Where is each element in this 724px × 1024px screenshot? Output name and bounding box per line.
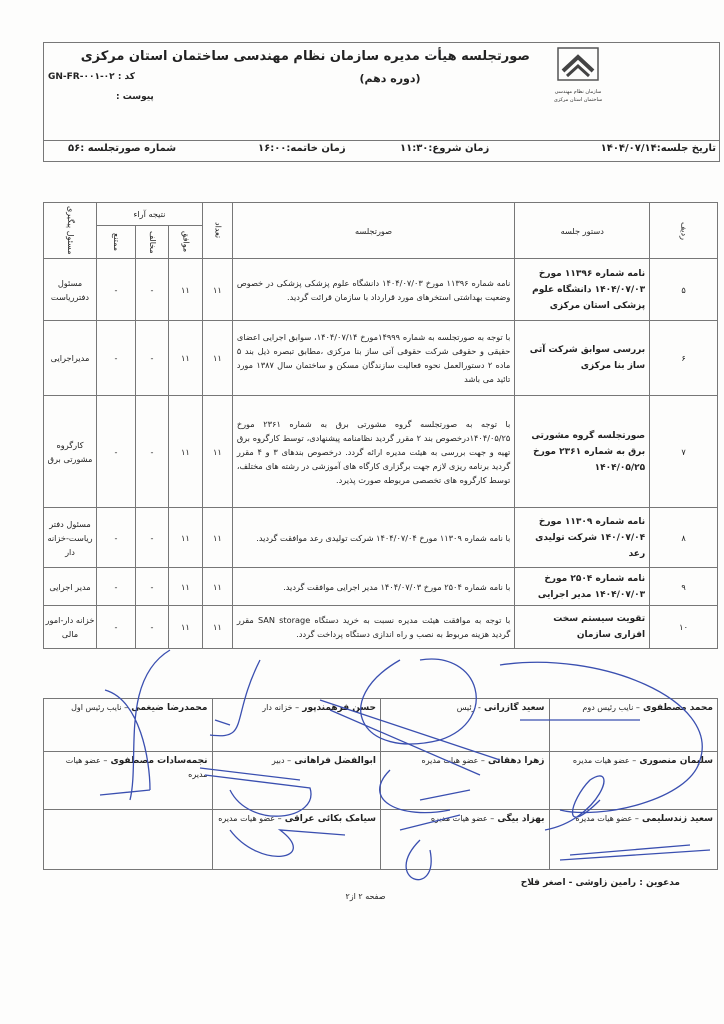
votes-oppose: - bbox=[135, 568, 168, 606]
votes-abstain: - bbox=[97, 568, 136, 606]
agenda-item: نامه شماره ۱۱۳۰۹ مورخ ۱۴۰/۰۷/۰۴ شرکت تولیدی رعد bbox=[515, 508, 650, 568]
signatory-role: – خزانه دار bbox=[262, 703, 300, 712]
signatory-role: – عضو هیات مدیره bbox=[65, 756, 208, 779]
minutes-text: با توجه به صورتجلسه گروه مشورتی برق به شماره ۲۳۶۱ مورخ ۱۴۰۴/۰۵/۲۵درخصوص بند ۲ مقرر گردید نظامنامه پیشنهادی، توسط کارگروه برق تهیه و جهت بررسی به هیئت مدیره ارائه گردد. درخصوص بندهای ۳ و ۴ مقرر گردید برنامه ریزی لازم جهت برگزاری کارگاه های آموزشی در رشته های مختلف، توسط کارگروه های تخصصی مربوطه صورت پذیرد. bbox=[232, 396, 515, 508]
votes-oppose: - bbox=[135, 606, 168, 649]
votes-oppose: - bbox=[135, 259, 168, 321]
signatory-name: زهرا دهقانی bbox=[488, 756, 545, 766]
signatory-name: حسن فرهمندپور bbox=[302, 703, 376, 713]
signature-cell bbox=[381, 699, 550, 752]
col-oppose: مخالف bbox=[135, 226, 168, 259]
signature-cell bbox=[549, 810, 718, 870]
code-label: کد : bbox=[117, 72, 135, 82]
votes-abstain: - bbox=[97, 396, 136, 508]
minutes-text: با نامه شماره ۱۱۳۰۹ مورخ ۱۴۰۴/۰۷/۰۴ شرکت تولیدی رعد موافقت گردید. bbox=[232, 508, 515, 568]
signatory-role: – نایب رئیس دوم bbox=[582, 703, 640, 712]
table-row bbox=[44, 321, 718, 396]
votes-abstain: - bbox=[97, 321, 136, 396]
signatory-name: بهزاد بیگی bbox=[497, 814, 545, 824]
signature-table bbox=[43, 698, 718, 870]
votes-abstain: - bbox=[97, 508, 136, 568]
signature-cell bbox=[44, 699, 213, 752]
row-number: ۶ bbox=[650, 321, 718, 396]
row-number: ۱۰ bbox=[650, 606, 718, 649]
signatory-name: سیامک بکائی عراقی bbox=[284, 814, 376, 824]
signatory-role: – نایب رئیس اول bbox=[71, 703, 129, 712]
signature-cell bbox=[381, 810, 550, 870]
period: (دوره دهم) bbox=[359, 72, 421, 85]
signature-row bbox=[44, 699, 718, 752]
table-row bbox=[44, 606, 718, 649]
votes-abstain: - bbox=[97, 606, 136, 649]
col-agenda: دستور جلسه bbox=[515, 203, 650, 259]
vote-count: ۱۱ bbox=[202, 606, 232, 649]
table-row bbox=[44, 568, 718, 606]
signatory-name: سعید گازرانی bbox=[484, 703, 545, 713]
votes-agree: ۱۱ bbox=[168, 259, 202, 321]
votes-agree: ۱۱ bbox=[168, 321, 202, 396]
divider bbox=[43, 140, 720, 141]
signature-row bbox=[44, 810, 718, 870]
responsible: خزانه دار-امور مالی bbox=[44, 606, 97, 649]
document-body bbox=[43, 202, 718, 901]
responsible: مدیر اجرایی bbox=[44, 568, 97, 606]
signatory-role: – عضو هیات مدیره bbox=[218, 814, 282, 823]
col-count: تعداد bbox=[202, 203, 232, 259]
minutes-text: با نامه شماره ۲۵۰۴ مورخ ۱۴۰۴/۰۷/۰۳ مدیر اجرایی موافقت گردید. bbox=[232, 568, 515, 606]
responsible: مدیراجرایی bbox=[44, 321, 97, 396]
minutes-text: با توجه به صورتجلسه به شماره ۱۴۹۹۹مورخ ۱۴۰۴/۰۷/۱۴، سوابق اجرایی اعضای حقیقی و حقوقی شرکت حقوقی آتی ساز بنا مرکزی ،مطابق تبصره ذیل بند ۵ ماده ۲ دستورالعمل نحوه فعالیت سازندگان مسکن و ساختمان سال ۱۳۸۷ مورد تائید می باشد bbox=[232, 321, 515, 396]
signature-cell bbox=[44, 752, 213, 810]
signatory-role: – عضو هیات مدیره bbox=[421, 756, 485, 765]
col-abstain: ممتنع bbox=[97, 226, 136, 259]
row-number: ۹ bbox=[650, 568, 718, 606]
organization-logo-icon bbox=[555, 45, 601, 85]
signatory-name: محمد مصطفوی bbox=[642, 703, 713, 713]
votes-oppose: - bbox=[135, 321, 168, 396]
agenda-item: صورتجلسه گروه مشورتی برق به شماره ۲۳۶۱ مورخ ۱۴۰۴/۰۵/۲۵ bbox=[515, 396, 650, 508]
responsible: کارگروه مشورتی برق bbox=[44, 396, 97, 508]
signature-cell bbox=[549, 699, 718, 752]
votes-oppose: - bbox=[135, 508, 168, 568]
minutes-text: با توجه به موافقت هیئت مدیره نسبت به خرید دستگاه SAN storage مقرر گردید هزینه مربوط به نصب و راه اندازی دستگاه پرداخت گردد. bbox=[232, 606, 515, 649]
signatory-name: ابوالفضل فراهانی bbox=[294, 756, 376, 766]
minutes-table bbox=[43, 202, 718, 649]
agenda-item: نامه شماره ۲۵۰۴ مورخ ۱۴۰۴/۰۷/۰۳ مدیر اجرایی bbox=[515, 568, 650, 606]
responsible: مسئول دفتر ریاست-خزانه دار bbox=[44, 508, 97, 568]
signature-cell bbox=[212, 752, 381, 810]
signatory-role: – عضو هیات مدیره bbox=[430, 814, 495, 823]
page-number: صفحه ۲ از۲ bbox=[345, 892, 386, 901]
votes-agree: ۱۱ bbox=[168, 606, 202, 649]
end-time: زمان خاتمه:۱۶:۰۰ bbox=[258, 143, 346, 154]
agenda-item: بررسی سوابق شرکت آتی ساز بنا مرکزی bbox=[515, 321, 650, 396]
signature-row bbox=[44, 752, 718, 810]
signature-cell bbox=[549, 752, 718, 810]
signatory-name: سلیمان منصوری bbox=[639, 756, 713, 766]
col-row: ردیف bbox=[650, 203, 718, 259]
code-value: GN-FR-۰۰۱-۰۲ bbox=[48, 72, 115, 82]
col-votes: نتیجه آراء bbox=[97, 203, 203, 226]
votes-agree: ۱۱ bbox=[168, 396, 202, 508]
minutes-text: نامه شماره ۱۱۳۹۶ مورخ ۱۴۰۴/۰۷/۰۳ دانشگاه علوم پزشکی پزشکی در خصوص وضعیت بهداشتی استخرهای مورد قرارداد با سازمان قرائت گردید. bbox=[232, 259, 515, 321]
signatory-name: نجمه‌سادات مصطفوی bbox=[110, 756, 208, 766]
vote-count: ۱۱ bbox=[202, 396, 232, 508]
row-number: ۷ bbox=[650, 396, 718, 508]
signatory-name: سعید زندسلیمی bbox=[641, 814, 713, 824]
table-row bbox=[44, 259, 718, 321]
vote-count: ۱۱ bbox=[202, 259, 232, 321]
signatory-name: محمدرضا ضیغمی bbox=[131, 703, 208, 713]
logo-text: سازمان نظام مهندسی ساختمان استان مرکزی bbox=[553, 89, 603, 103]
responsible: مسئول دفترریاست bbox=[44, 259, 97, 321]
signatory-role: – عضو هیات مدیره bbox=[575, 814, 639, 823]
row-number: ۵ bbox=[650, 259, 718, 321]
row-number: ۸ bbox=[650, 508, 718, 568]
signatory-role: – عضو هیات مدیره bbox=[572, 756, 637, 765]
attachment-label: پیوست : bbox=[116, 92, 154, 102]
vote-count: ۱۱ bbox=[202, 568, 232, 606]
vote-count: ۱۱ bbox=[202, 321, 232, 396]
invitees: مدعوین : رامین زاوشی - اصغر فلاح bbox=[520, 878, 680, 888]
table-row bbox=[44, 396, 718, 508]
signature-cell bbox=[44, 810, 213, 870]
signatory-role: – دبیر bbox=[271, 756, 292, 765]
votes-agree: ۱۱ bbox=[168, 508, 202, 568]
table-row bbox=[44, 508, 718, 568]
form-code bbox=[48, 72, 135, 82]
signature-cell bbox=[381, 752, 550, 810]
votes-oppose: - bbox=[135, 396, 168, 508]
agenda-item: نامه شماره ۱۱۳۹۶ مورخ ۱۴۰۴/۰۷/۰۳ دانشگاه علوم پزشکی استان مرکزی bbox=[515, 259, 650, 321]
col-agree: موافق bbox=[168, 226, 202, 259]
meeting-date: تاریخ جلسه:۱۴۰۴/۰۷/۱۴ bbox=[600, 143, 716, 154]
agenda-item: تقویت سیستم سخت افزاری سازمان bbox=[515, 606, 650, 649]
votes-abstain: - bbox=[97, 259, 136, 321]
vote-count: ۱۱ bbox=[202, 508, 232, 568]
col-minutes: صورتجلسه bbox=[232, 203, 515, 259]
signatory-role: - رئیس bbox=[456, 703, 481, 712]
signature-cell bbox=[212, 810, 381, 870]
col-responsible: مسئول پیگیری bbox=[44, 203, 97, 259]
signature-cell bbox=[212, 699, 381, 752]
document-title: صورتجلسه هیأت مدیره سازمان نظام مهندسی ساختمان استان مرکزی bbox=[80, 49, 530, 64]
minutes-number: شماره صورتجلسه :۵۶ bbox=[68, 143, 177, 154]
start-time: زمان شروع:۱۱:۳۰ bbox=[400, 143, 490, 154]
votes-agree: ۱۱ bbox=[168, 568, 202, 606]
